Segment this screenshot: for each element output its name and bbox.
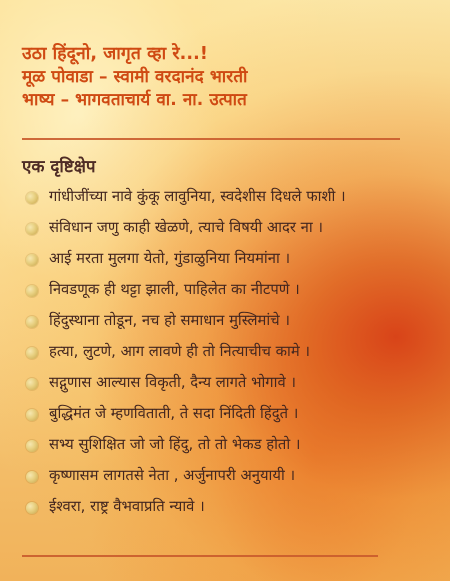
list-item: [26, 404, 418, 435]
list-item-text: हत्या, लुटणे, आग लावणे ही तो नित्याचीच कामे ।: [49, 343, 311, 360]
bullet-icon: [26, 471, 38, 483]
list-item-text: आई मरता मुलगा येतो, गुंडाळुनिया नियमांना ।: [49, 250, 291, 267]
bullet-icon: [26, 440, 38, 452]
bullet-icon: [26, 192, 38, 204]
overview-list: [26, 187, 418, 528]
list-item: [26, 373, 418, 404]
list-item: [26, 342, 418, 373]
list-item: [26, 249, 418, 280]
bullet-icon: [26, 502, 38, 514]
list-item: [26, 466, 418, 497]
top-divider: [22, 138, 400, 140]
bullet-icon: [26, 347, 38, 359]
book-title: उठा हिंदूनो, जागृत व्हा रे...!: [22, 44, 208, 64]
list-item: [26, 311, 418, 342]
bullet-icon: [26, 409, 38, 421]
list-item-text: संविधान जणु काही खेळणे, त्याचे विषयी आदर ना ।: [49, 219, 323, 236]
list-item: [26, 497, 418, 528]
list-item-text: बुद्धिमंत जे म्हणविताती, ते सदा निंदिती हिंदुते ।: [49, 405, 299, 422]
original-poem-credit: मूळ पोवाडा – स्वामी वरदानंद भारती: [22, 67, 248, 88]
bullet-icon: [26, 285, 38, 297]
list-item: [26, 187, 418, 218]
bullet-icon: [26, 223, 38, 235]
list-item-text: गांधीजींच्या नावे कुंकू लावुनिया, स्वदेशीस दिधले फाशी ।: [49, 188, 346, 205]
list-item: [26, 218, 418, 249]
list-item-text: कृष्णासम लागतसे नेता , अर्जुनापरी अनुयायी ।: [49, 467, 296, 484]
bullet-icon: [26, 316, 38, 328]
list-item-text: हिंदुस्थाना तोडून, नच हो समाधान मुस्लिमांचे ।: [49, 312, 290, 329]
bullet-icon: [26, 254, 38, 266]
bottom-divider: [22, 555, 378, 557]
list-item-text: सद्गुणास आल्यास विकृती, दैन्य लागते भोगावे ।: [49, 374, 297, 391]
bullet-icon: [26, 378, 38, 390]
book-header: [22, 44, 412, 111]
list-item-text: निवडणूक ही थट्टा झाली, पाहिलेत का नीटपणे ।: [49, 281, 300, 298]
section-title: एक दृष्टिक्षेप: [22, 157, 96, 177]
list-item-text: सभ्य सुशिक्षित जो जो हिंदु, तो तो भेकड होतो ।: [49, 436, 301, 453]
commentary-credit: भाष्य – भागवताचार्य वा. ना. उत्पात: [22, 90, 247, 111]
list-item: [26, 280, 418, 311]
list-item: [26, 435, 418, 466]
list-item-text: ईश्वरा, राष्ट्र वैभवाप्रति न्यावे ।: [49, 498, 205, 515]
